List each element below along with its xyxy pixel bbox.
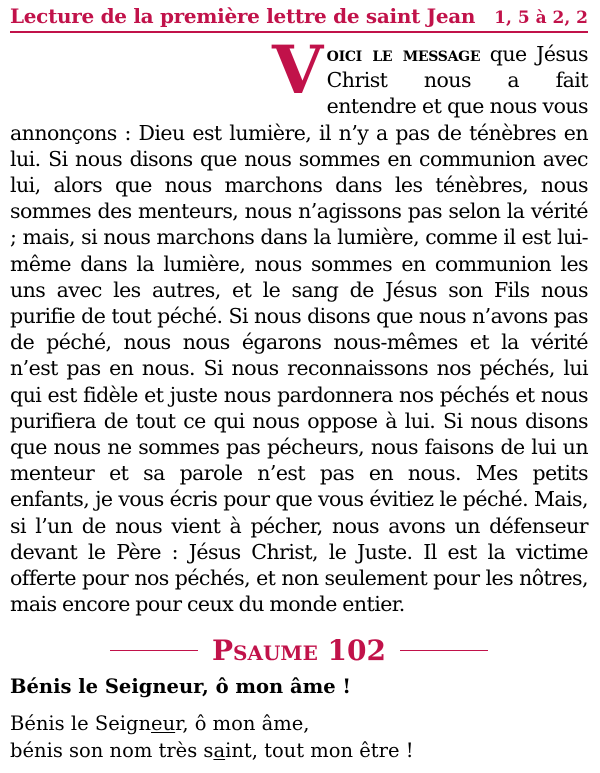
psalm-title: Psaume 102 — [211, 633, 387, 667]
psalm-verse — [10, 710, 588, 764]
verse-line-2-start: bénis son nom très s — [10, 739, 214, 763]
verse-line-1 — [10, 710, 588, 737]
scripture-reference: 1, 5 à 2, 2 — [494, 8, 588, 28]
verse-line-1-start: Bénis le Seign — [10, 712, 152, 736]
reading-lead-smallcaps: oici le message — [326, 42, 481, 66]
divider-right — [400, 650, 488, 652]
verse-line-2-accent: a — [213, 739, 226, 763]
psalm-refrain: Bénis le Seigneur, ô mon âme ! — [10, 675, 351, 699]
reading-title: Lecture de la première lettre de saint Jean — [10, 4, 476, 28]
verse-line-1-end: r, ô mon âme, — [175, 712, 310, 736]
reading-text — [10, 31, 588, 617]
divider-left — [110, 650, 198, 652]
verse-line-1-accent: eu — [151, 712, 176, 736]
reading-header — [10, 0, 588, 33]
verse-line-2-end: int, tout mon être ! — [225, 739, 414, 763]
reading-body: que Jésus Christ nous a fait entendre et que nous vous annonçons : Dieu est lumière, il n’y a pas de ténèbres en lui. Si nous disons que nous sommes en communion avec lui, alors que nous marchons dans les ténèbres, nous sommes des menteurs, nous n’agissons pas selon la vérité ; mais, si nous marchons dans la lumière, comme il est lui-même dans la lumière, nous sommes en communion les uns avec les autres, et le sang de Jésus son Fils nous purifie de tout péché. Si nous disons que nous n’avons pas de péché, nous nous égarons nous-mêmes et la vérité n’est pas en nous. Si nous reconnaissons nos péchés, lui qui est fidèle et juste nous pardonnera nos péchés et nous purifiera de tout ce qui nous oppose à lui. Si nous disons que nous ne sommes pas pécheurs, nous faisons de lui un menteur et sa parole n’est pas en nous. Mes petits enfants, je vous écris pour que vous évitiez le péché. Mais, si l’un de nous vient à pécher, nous avons un défenseur devant le Père : Jésus Christ, le Juste. Il est la victime offerte pour nos péchés, et non seulement pour les nôtres, mais encore pour ceux du monde entier. — [10, 42, 588, 617]
psalm-heading — [10, 633, 588, 667]
verse-line-2 — [10, 737, 588, 764]
drop-cap-letter: V — [272, 31, 323, 109]
